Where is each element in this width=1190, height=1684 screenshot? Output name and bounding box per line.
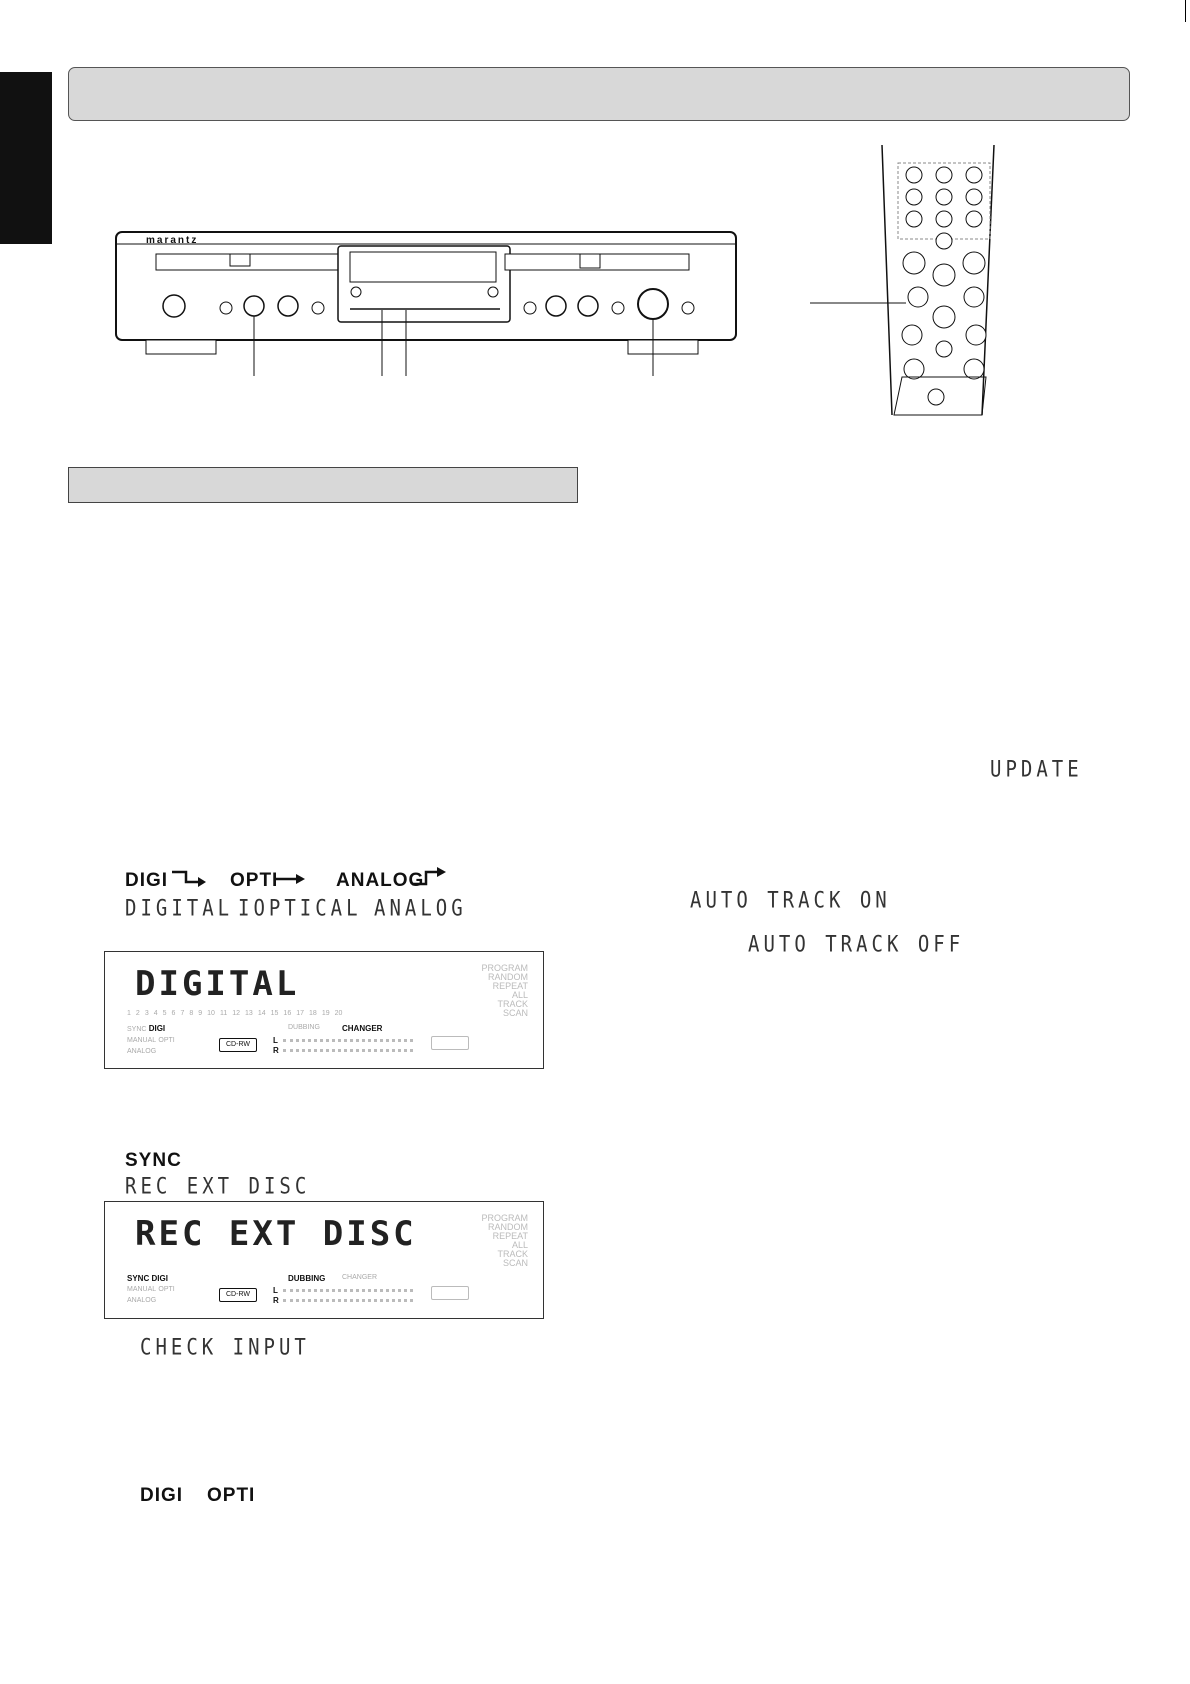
page-corner-mark: [1185, 0, 1186, 22]
source-digi: DIGI: [148, 1024, 166, 1033]
changer-indicator: CHANGER: [342, 1024, 383, 1033]
digi-label: DIGI: [125, 870, 169, 891]
lcd-check-input: CHECK INPUT: [140, 1335, 310, 1361]
lcd-update: UPDATE: [990, 757, 1083, 783]
cdrw-badge: CD-RW: [219, 1288, 257, 1302]
mode-repeat: REPEAT: [492, 1231, 528, 1241]
display-main-text: REC EXT DISC: [135, 1214, 417, 1254]
meter-left-label: L: [273, 1036, 278, 1045]
source-digi: DIGI: [151, 1274, 168, 1283]
language-tab: [0, 72, 52, 244]
mode-random: RANDOM: [488, 972, 528, 982]
mode-program: PROGRAM: [481, 1213, 528, 1223]
track-number: 6: [171, 1010, 176, 1017]
meter-left-label: L: [273, 1286, 278, 1295]
lcd-auto-track-on: AUTO TRACK ON: [690, 888, 891, 914]
track-number: 10: [207, 1010, 215, 1017]
display-panel-digital: [104, 951, 544, 1069]
level-meter-right: [283, 1049, 413, 1055]
lcd-digital: DIGITAL: [125, 896, 234, 922]
arrow-up-right-icon: [412, 866, 448, 890]
track-number: 18: [309, 1010, 317, 1017]
track-number: 7: [180, 1010, 185, 1017]
track-number: 20: [334, 1010, 343, 1017]
mode-program: PROGRAM: [481, 963, 528, 973]
source-sync: SYNC: [127, 1026, 147, 1033]
source-indicator: [127, 1274, 197, 1306]
track-number-row: [127, 1010, 457, 1017]
source-sync: SYNC: [127, 1274, 150, 1283]
track-number: 15: [270, 1010, 279, 1017]
track-number: 16: [283, 1010, 292, 1017]
source-manual: MANUAL: [127, 1286, 157, 1293]
mode-scan: SCAN: [502, 1258, 528, 1268]
dubbing-indicator: DUBBING: [288, 1024, 320, 1031]
track-number: 3: [144, 1010, 149, 1017]
source-opti: OPTI: [158, 1286, 175, 1293]
section-band: [68, 467, 578, 503]
opti-label: OPTI: [230, 870, 279, 891]
display-mode-list: [460, 1214, 528, 1268]
track-number: 1: [127, 1010, 131, 1017]
display-mode-list: [460, 964, 528, 1018]
source-opti: OPTI: [158, 1037, 175, 1044]
mode-track: TRACK: [497, 999, 528, 1009]
level-meter-left: [283, 1039, 413, 1045]
track-number: 8: [189, 1010, 194, 1017]
track-number: 14: [257, 1010, 266, 1017]
track-number: 2: [135, 1010, 140, 1017]
remote-illustration: [832, 145, 1102, 420]
track-number: 13: [245, 1010, 253, 1017]
track-number: 4: [153, 1010, 158, 1017]
track-number: 12: [232, 1010, 241, 1017]
analog-label: ANALOG: [336, 870, 425, 891]
disc-indicator: [431, 1036, 469, 1050]
lcd-analog: ANALOG: [374, 896, 467, 922]
arrow-down-right-icon: [172, 868, 208, 890]
sync-label: SYNC: [125, 1150, 182, 1171]
mode-scan: SCAN: [502, 1008, 528, 1018]
disc-indicator: [431, 1286, 469, 1300]
mode-all: ALL: [511, 1240, 528, 1250]
display-main-text: DIGITAL: [135, 964, 300, 1004]
source-analog: ANALOG: [127, 1048, 157, 1055]
brand-logo: marantz: [146, 235, 199, 246]
dubbing-indicator: DUBBING: [288, 1274, 326, 1283]
track-number: 9: [198, 1010, 203, 1017]
track-number: 17: [296, 1010, 305, 1017]
title-band: [68, 67, 1130, 121]
meter-right-label: R: [273, 1296, 279, 1305]
track-number: 5: [162, 1010, 167, 1017]
cdrw-badge: CD-RW: [219, 1038, 257, 1052]
lcd-rec-ext-disc: REC EXT DISC: [125, 1174, 311, 1200]
lcd-auto-track-off: AUTO TRACK OFF: [748, 932, 965, 958]
track-number: 11: [219, 1010, 228, 1017]
source-analog: ANALOG: [127, 1297, 157, 1304]
track-number: 19: [321, 1010, 330, 1017]
bottom-digi-label: DIGI: [140, 1485, 184, 1506]
mode-all: ALL: [511, 990, 528, 1000]
display-panel-rec-ext-disc: [104, 1201, 544, 1319]
arrow-right-icon: [276, 868, 308, 890]
source-indicator: [127, 1024, 197, 1057]
bottom-opti-label: OPTI: [207, 1485, 256, 1506]
level-meter-right: [283, 1299, 413, 1305]
mode-repeat: REPEAT: [492, 981, 528, 991]
lcd-ioptical: IOPTICAL: [238, 896, 362, 922]
source-manual: MANUAL: [127, 1037, 157, 1044]
mode-track: TRACK: [497, 1249, 528, 1259]
meter-right-label: R: [273, 1046, 279, 1055]
changer-indicator: CHANGER: [342, 1274, 378, 1281]
level-meter-left: [283, 1289, 413, 1295]
mode-random: RANDOM: [488, 1222, 528, 1232]
front-panel-illustration: [110, 230, 740, 380]
